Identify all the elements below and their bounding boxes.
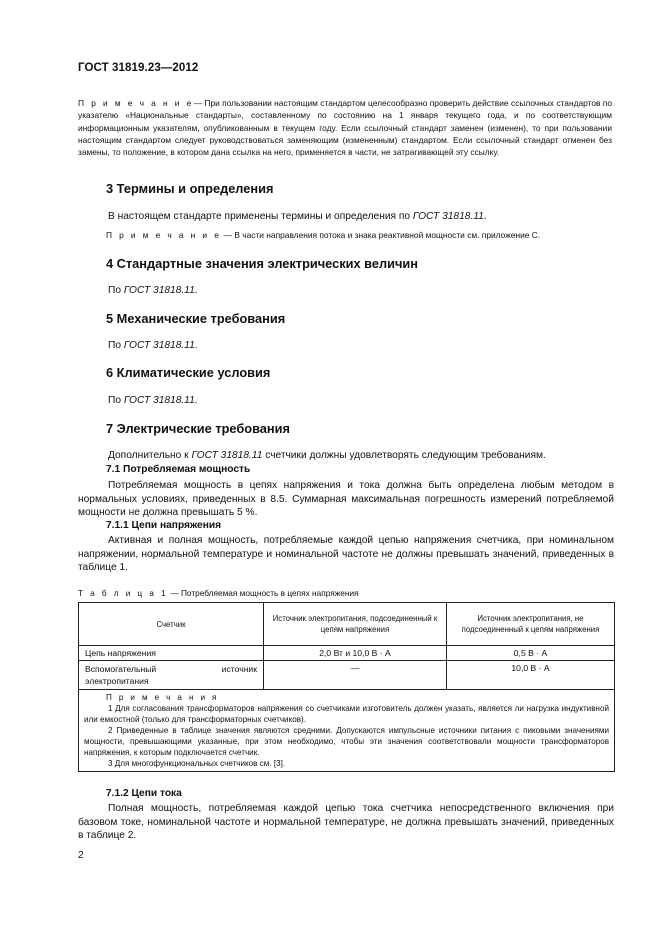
s6-ref: ГОСТ 31818.11 — [123, 395, 195, 406]
page-number: 2 — [78, 850, 84, 861]
table-row — [79, 661, 615, 690]
s6-prefix: По — [108, 395, 124, 406]
table-1-caption-label: Т а б л и ц а 1 — [78, 588, 169, 598]
s5-prefix: По — [108, 340, 124, 351]
s3-note-label: П р и м е ч а н и е — [106, 230, 222, 240]
s5-ref: ГОСТ 31818.11 — [123, 340, 195, 351]
s5-suffix: . — [194, 340, 198, 351]
section-7-title: 7 Электрические требования — [106, 421, 290, 436]
section-6-text — [78, 394, 614, 408]
s4-prefix: По — [108, 285, 124, 296]
table-note: 3 Для многофункциональных счетчиков см. [3]. — [108, 759, 286, 768]
table-note: 2 Приведенные в таблице значения являются средними. Допускаются импульсные источники питания с пиковыми значениями мощности, превышающими указанные, при этом необходимо, чтобы эти значения соответствовали мощности трансформаторов напряжения, к которым подключается счетчик. — [84, 726, 609, 757]
table-header-cell: Источник электропитания, подсоединенный к цепям напряжения — [264, 603, 447, 646]
table-cell: Цепь напряжения — [79, 646, 264, 661]
s3-ref: ГОСТ 31818.11 — [412, 211, 484, 222]
section-7-1-title: 7.1 Потребляемая мощность — [106, 464, 251, 475]
table-1-caption-text: — Потребляемая мощность в цепях напряжения — [168, 588, 359, 598]
section-7-intro — [78, 449, 614, 463]
s3-text-suffix: . — [483, 211, 487, 222]
table-notes-label: П р и м е ч а н и я — [106, 693, 219, 702]
section-4-title: 4 Стандартные значения электрических величин — [106, 256, 419, 271]
table-cell: 0,5 В · А — [447, 646, 615, 661]
intro-note-text: — При пользовании настоящим стандартом целесообразно проверить действие ссылочных стандартов по указателю «Национальные стандарты», составленному по состоянию на 1 января текущего года, и по соответствующим информационным указателям, опубликованным в текущем году. Если ссылочный стандарт заменен (изменен), то при пользовании настоящим стандартом следует руководствоваться заменяющим (измененным) стандартом. Если ссылочный стандарт отменен без замены, то положение, в котором дана ссылка на него, применяется в части, не затрагивающей эту ссылку. — [78, 98, 612, 158]
s7-intro-prefix: Дополнительно к — [108, 450, 192, 461]
section-5-title: 5 Механические требования — [106, 311, 286, 326]
section-3-text — [78, 210, 614, 224]
section-6-title: 6 Климатические условия — [106, 365, 271, 380]
s7-intro-ref: ГОСТ 31818.11 — [191, 450, 263, 461]
s3-text-prefix: В настоящем стандарте применены термины и определения по — [108, 211, 413, 222]
table-cell: 10,0 В · А — [447, 661, 615, 690]
section-3-title: 3 Термины и определения — [106, 181, 274, 196]
s7-intro-suffix: счетчики должны удовлетворять следующим требованиям. — [262, 450, 546, 461]
s4-suffix: . — [194, 285, 198, 296]
table-notes-row — [79, 690, 615, 772]
s3-note-text: — В части направления потока и знака реактивной мощности см. приложение С. — [221, 230, 541, 240]
page-header: ГОСТ 31819.23—2012 — [78, 62, 199, 74]
table-cell: Вспомогательный источник электропитания — [79, 661, 264, 690]
table-header-row — [79, 603, 615, 646]
section-7-1-2-title: 7.1.2 Цепи тока — [106, 788, 182, 799]
table-header-cell: Источник электропитания, не подсоединенный к цепям напряжения — [447, 603, 615, 646]
table-1-caption — [78, 588, 359, 598]
section-3-note — [106, 230, 540, 240]
section-7-1-1-text: Активная и полная мощность, потребляемые каждой цепью напряжения счетчика, при номинальном напряжении, нормальной температуре и номинальной частоте не должны превышать значений, приведенных в таблице 1. — [78, 535, 614, 574]
section-7-1-2-text: Полная мощность, потребляемая каждой цепью тока счетчика непосредственного включения при базовом токе, номинальной частоте и нормальной температуре, не должна превышать значений, приведенных в таблице 2. — [78, 803, 614, 842]
table-1 — [78, 602, 615, 772]
s4-ref: ГОСТ 31818.11 — [123, 285, 195, 296]
section-7-1-1-title: 7.1.1 Цепи напряжения — [106, 520, 222, 531]
s6-suffix: . — [194, 395, 198, 406]
table-row — [79, 646, 615, 661]
table-notes — [79, 690, 615, 772]
table-cell: 2,0 Вт и 10,0 В · А — [264, 646, 447, 661]
intro-note-label: П р и м е ч а н и е — [78, 98, 194, 108]
section-5-text — [78, 339, 614, 353]
table-header-cell: Счетчик — [79, 603, 264, 646]
section-7-1-text: Потребляемая мощность в цепях напряжения и тока должна быть определена любым методом в нормальных условиях, приведенных в 8.5. Суммарная максимальная погрешность измерений потребляемой мощности не должна превышать 5 %. — [78, 480, 614, 519]
section-4-text — [78, 284, 614, 298]
intro-note — [78, 97, 612, 158]
table-cell: — — [264, 661, 447, 690]
table-note: 1 Для согласования трансформаторов напряжения со счетчиками изготовитель должен указать, является ли нагрузка индуктивной или емкостной (только для трансформаторных счетчиков). — [84, 704, 609, 724]
